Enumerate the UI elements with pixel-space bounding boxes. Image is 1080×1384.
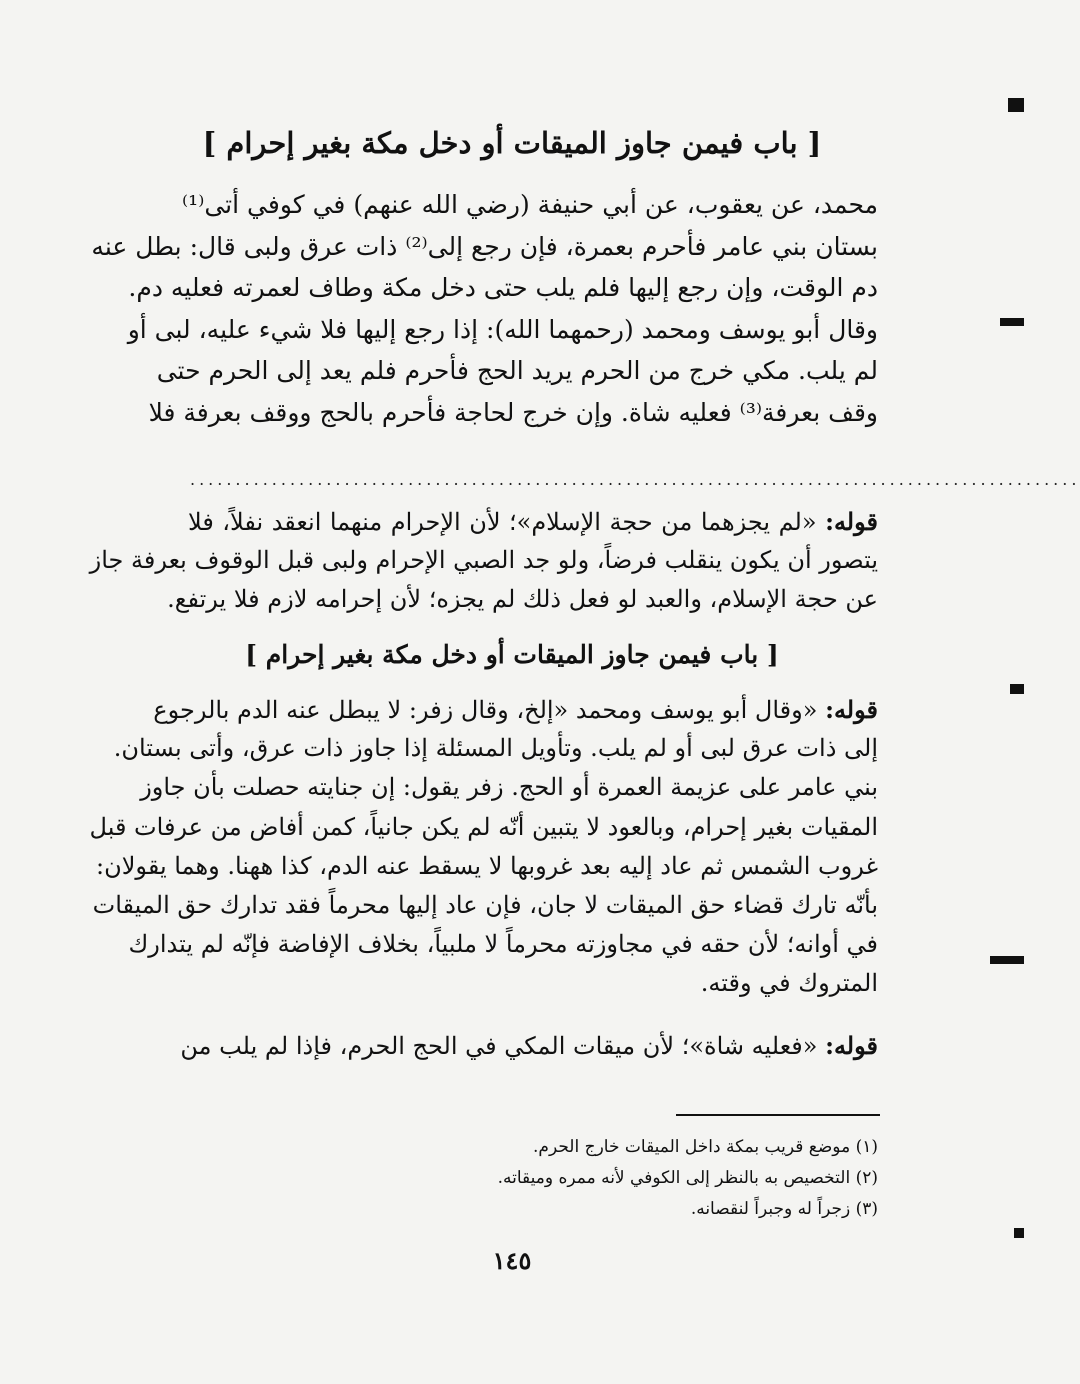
chapter-title: [ باب فيمن جاوز الميقات أو دخل مكة بغير إحرام ] (202, 126, 822, 160)
commentary-line: بني عامر على عزيمة العمرة أو الحج. زفر يقول: إن جنايته حصلت بأن جاوز (140, 773, 878, 802)
commentary-text: «فعليه شاة»؛ لأن ميقات المكي في الحج الحرم، فإذا لم يلب من (180, 1032, 818, 1060)
commentary-1 (89, 502, 878, 619)
main-text (91, 184, 878, 434)
main-text-line: بستان بني عامر فأحرم بعمرة، فإن رجع إلى⁽²⁾ ذات عرق ولبى قال: بطل عنه (91, 231, 878, 261)
main-text-line: وقال أبو يوسف ومحمد (رحمهما الله): إذا رجع إليها فلا شيء عليه، لبى أو (127, 314, 878, 344)
footnote-divider (676, 1114, 880, 1116)
dotted-separator: .................................................................................................. (190, 470, 1080, 489)
commentary-line: يتصور أن يكون ينقلب فرضاً، ولو جد الصبي الإحرام ولبى قبل الوقوف بعرفة جاز (89, 546, 878, 574)
main-text-line: لم يلب. مكي خرج من الحرم يريد الحج فأحرم فلم يعد إلى الحرم حتى (156, 356, 878, 386)
commentary-line: المتروك في وقته. (700, 969, 878, 998)
scan-edge-mark (1010, 684, 1024, 694)
footnote: (١) موضع قريب بمكة داخل الميقات خارج الحرم. (533, 1137, 878, 1157)
page-number: ١٤٥ (492, 1246, 532, 1275)
scan-edge-mark (1000, 318, 1024, 326)
scan-edge-mark (1014, 1228, 1024, 1238)
commentary-line: بأنّه تارك قضاء حق الميقات لا جان، فإن عاد إليها محرماً فقد تدارك حق الميقات (92, 890, 878, 919)
scan-edge-mark (990, 956, 1024, 964)
section-title: [ باب فيمن جاوز الميقات أو دخل مكة بغير إحرام ] (245, 640, 779, 669)
main-text-line: وقف بعرفة⁽³⁾ فعليه شاة. وإن خرج لحاجة فأحرم بالحج ووقف بعرفة فلا (148, 397, 878, 427)
commentary-3 (180, 1026, 878, 1066)
commentary-line: في أوانه؛ لأن حقه في مجاوزته محرماً لا ملبياً، بخلاف الإفاضة فإنّه لم يتدارك (128, 930, 878, 959)
commentary-label: قوله: (825, 1031, 878, 1060)
commentary-line: المقيات بغير إحرام، وبالعود لا يتبين أنّه لم يكن جانياً، كمن أفاض من عرفات قبل (89, 812, 878, 841)
commentary-label: قوله: (825, 507, 878, 536)
footnote: (٣) زجراً له وجبراً لنقصانه. (690, 1199, 878, 1219)
main-text-line: دم الوقت، وإن رجع إليها فلم يلب حتى دخل مكة وطاف لعمرته فعليه دم. (128, 273, 878, 303)
commentary-text: «وقال أبو يوسف ومحمد «إلخ، وقال زفر: لا يبطل عنه الدم بالرجوع (153, 696, 818, 724)
commentary-label: قوله: (825, 695, 878, 724)
main-text-line: محمد، عن يعقوب، عن أبي حنيفة (رضي الله عنهم) في كوفي أتى⁽¹⁾ (182, 190, 878, 219)
scan-edge-mark (1008, 98, 1024, 112)
commentary-text: «لم يجزهما من حجة الإسلام»؛ لأن الإحرام منهما انعقد نفلاً، فلا (188, 508, 817, 536)
commentary-line: إلى ذات عرق لبى أو لم يلب. وتأويل المسئلة إذا جاوز ذات عرق، وأتى بستان. (113, 734, 878, 763)
commentary-2 (89, 690, 878, 1004)
commentary-line: عن حجة الإسلام، والعبد لو فعل ذلك لم يجزه؛ لأن إحرامه لازم فلا يرتفع. (167, 585, 878, 613)
footnote: (٢) التخصيص به بالنظر إلى الكوفي لأنه ممره وميقاته. (497, 1168, 878, 1188)
footnotes (300, 1132, 878, 1225)
commentary-line: غروب الشمس ثم عاد إليه بعد غروبها لا يسقط عنه الدم، كذا ههنا. وهما يقولان: (96, 851, 878, 880)
